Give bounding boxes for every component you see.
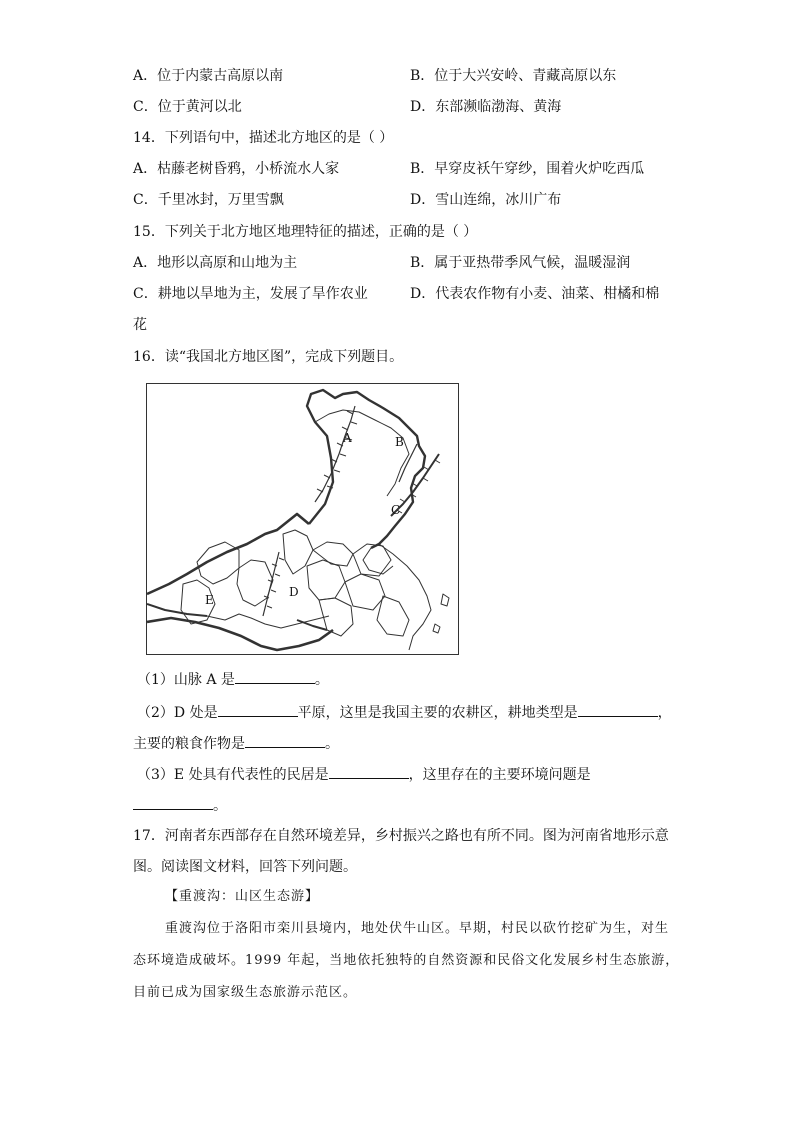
q14-option-d: D．雪山连绵，冰川广布 xyxy=(410,192,562,208)
q16-sub2-prefix: （2）D 处是 xyxy=(137,705,218,721)
q16-sub3-mid: ，这里存在的主要环境问题是 xyxy=(408,767,591,783)
q16-sub3-end: 。 xyxy=(213,798,227,814)
q16-sub1 xyxy=(137,669,329,690)
q17-passage-line1: 重渡沟位于洛阳市栾川县境内，地处伏牛山区。早期，村民以砍竹挖矿为生，对生 xyxy=(165,921,670,936)
q14-option-c: C．千里冰封，万里雪飘 xyxy=(133,192,284,208)
q14-option-a: A．枯藤老树昏鸦，小桥流水人家 xyxy=(133,161,340,177)
province-outline-10 xyxy=(377,596,409,636)
q16-sub1-prefix: （1）山脉 A 是 xyxy=(137,672,235,688)
mountain-a-ticks xyxy=(317,411,357,492)
q16-sub3-blank-env[interactable] xyxy=(133,795,213,810)
q16-sub2b-prefix: 主要的粮食作物是 xyxy=(133,736,245,752)
q16-stem: 16．读“我国北方地区图”，完成下列题目。 xyxy=(133,349,404,365)
q16-sub2-mid: 平原，这里是我国主要的农耕区，耕地类型是 xyxy=(297,705,578,721)
mountain-a-ridge xyxy=(315,406,355,502)
q16-sub2-blank-plain[interactable] xyxy=(218,702,298,717)
q17-passage-line2: 态环境造成破坏。1999 年起，当地依托独特的自然资源和民俗文化发展乡村生态旅游， xyxy=(133,953,680,968)
q15-stem: 15．下列关于北方地区地理特征的描述，正确的是（ ） xyxy=(133,224,478,240)
q15-option-b: B．属于亚热带季风气候，温暖湿润 xyxy=(410,255,631,271)
province-outline-8 xyxy=(313,542,353,566)
q16-sub3 xyxy=(137,764,591,785)
map-label-a: A xyxy=(343,431,352,445)
mountain-c-ticks xyxy=(397,460,440,513)
q15-option-c: C．耕地以旱地为主，发展了旱作农业 xyxy=(133,286,368,302)
q16-sub3-blank-house[interactable] xyxy=(329,764,409,779)
map-label-d: D xyxy=(289,585,299,599)
province-outline-4 xyxy=(283,530,313,574)
q13-option-b: B．位于大兴安岭、青藏高原以东 xyxy=(410,68,617,84)
q16-sub2 xyxy=(137,702,672,723)
border-northeast xyxy=(307,390,425,548)
q16-sub1-suffix: 。 xyxy=(314,672,329,688)
boundary-west xyxy=(147,604,207,616)
q16-sub3b xyxy=(133,795,227,816)
q16-sub2-suffix: ， xyxy=(657,705,672,721)
map-label-e: E xyxy=(205,593,214,607)
mountain-d-ridge xyxy=(263,552,279,616)
q16-sub2b-suffix: 。 xyxy=(325,736,339,752)
q15-option-d-continued: 花 xyxy=(133,317,147,333)
q15-option-a: A．地形以高原和山地为主 xyxy=(133,255,298,271)
coastline-bohai xyxy=(363,548,393,574)
province-outline-5 xyxy=(307,560,345,600)
q17-passage-heading: 【重渡沟：山区生态游】 xyxy=(165,889,320,904)
q13-option-a: A．位于内蒙古高原以南 xyxy=(133,68,284,84)
q16-sub2b-blank-crop[interactable] xyxy=(245,733,325,748)
map-label-b: B xyxy=(395,435,404,449)
q14-option-b: B．早穿皮袄午穿纱，围着火炉吃西瓜 xyxy=(410,161,645,177)
province-outline-7 xyxy=(345,574,385,610)
river-thick-south xyxy=(297,620,327,630)
q13-option-d: D．东部濒临渤海、黄海 xyxy=(410,99,562,115)
q16-sub1-blank[interactable] xyxy=(235,669,315,684)
q15-option-d: D．代表农作物有小麦、油菜、柑橘和棉 xyxy=(410,286,660,302)
q17-stem-line2: 图。阅读图文材料，回答下列问题。 xyxy=(133,859,357,875)
map-label-c: C xyxy=(391,503,401,517)
q17-stem-line1: 17．河南者东西部存在自然环境差异，乡村振兴之路也有所不同。图为河南省地形示意 xyxy=(133,828,669,844)
q17-passage-line3: 目前已成为国家级生态旅游示范区。 xyxy=(133,985,358,1000)
island-detail xyxy=(433,594,449,633)
q16-sub3-prefix: （3）E 处具有代表性的民居是 xyxy=(137,767,329,783)
q16-sub2-blank-land[interactable] xyxy=(578,702,658,717)
q13-option-c: C．位于黄河以北 xyxy=(133,99,242,115)
q16-sub2b xyxy=(133,733,339,754)
q14-stem: 14．下列语句中，描述北方地区的是（ ） xyxy=(133,130,394,146)
north-china-map xyxy=(146,383,459,655)
